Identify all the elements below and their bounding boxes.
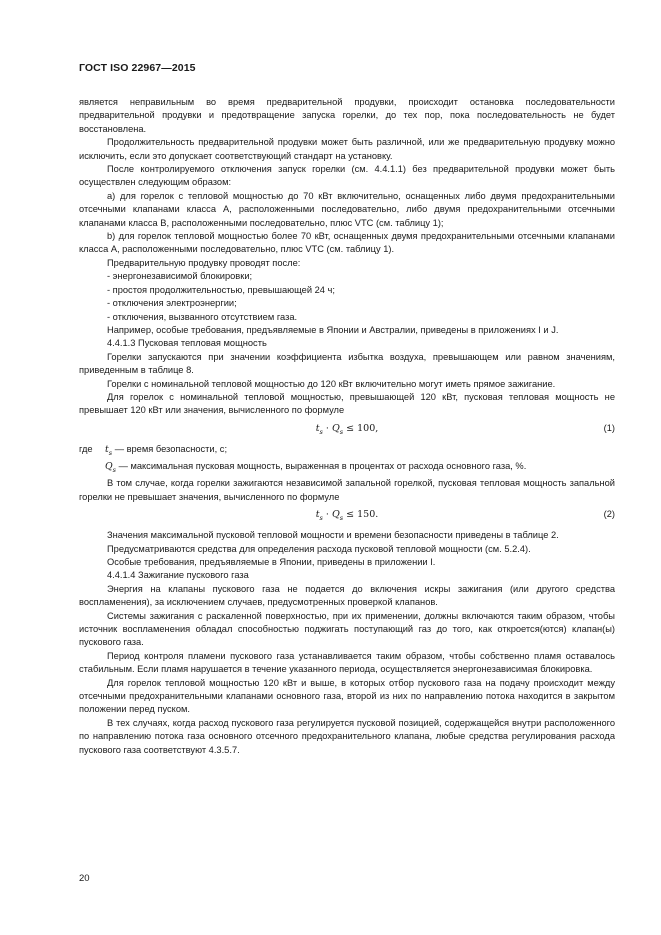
paragraph: является неправильным во время предварительной продувки, происходит остановка последовательности предварительной продувки и предотвращение запуска горелки, до тех пор, пока последовательность не будет восстановлена. [79,97,615,134]
section-heading: 4.4.1.3 Пусковая тепловая мощность [107,338,267,349]
page-header: ГОСТ ISO 22967—2015 [79,62,196,74]
symbol-qs: $Q_s$ [105,461,116,474]
paragraph: Например, особые требования, предъявляемые в Японии и Австралии, приведены в приложениях I и J. [107,324,559,335]
paragraph: Энергия на клапаны пускового газа не подается до включения искры зажигания (или другого средства воспламенения), за исключением случаев, предусмотренных проверкой клапанов. [79,583,615,608]
paragraph: Для горелок с номинальной тепловой мощностью, превышающей 120 кВт, пусковая тепловая мощность не превышает 120 кВт или значения, вычисленного по формуле [79,391,615,416]
formula-1-number: (1) [603,422,615,433]
where-qs: $Q_s$ — максимальная пусковая мощность, выраженная в процентах от расхода основного газа, %. [105,461,527,474]
list-item: - энергонезависимой блокировки; [107,271,253,282]
paragraph: Особые требования, предъявляемые в Японии, приведены в приложении I. [107,556,436,567]
paragraph: Период контроля пламени пускового газа устанавливается таким образом, чтобы собственно пламя оставалось стабильным. Если пламя нарушается в течение указанного периода, осуществляется энергонезависимая блокировка. [79,650,615,675]
paragraph: В тех случаях, когда расход пускового газа регулируется пусковой позицией, содержащейся внутри расположенного по направлению потока газа основного отсечного предохранительного клапана, любые средства регулирования расхода пускового газа соответствуют 4.3.5.7. [79,717,615,755]
paragraph: Системы зажигания с раскаленной поверхностью, при их применении, должны включаются таким образом, чтобы источник воспламенения обладал способностью поджигать поступающий газ до того, как откроется(ются) клапан(ы) пускового газа. [79,610,615,648]
list-item-b: b) для горелок тепловой мощностью более 70 кВт, оснащенных двумя предохранительными отсечными клапанами класса А, расположенными последовательно, плюс VTC (см. таблицу 1). [79,231,615,255]
paragraph: Для горелок тепловой мощностью 120 кВт и выше, в которых отбор пускового газа на подачу происходит между отсечными предохранительными клапанами основного газа, второй из них по направлению потока находится в закрытом положении перед пуском. [79,677,615,715]
paragraph: В том случае, когда горелки зажигаются независимой запальной горелкой, пусковая тепловая мощность запальной горелки не превышает значения, вычисленного по формуле [79,478,615,502]
list-item: - отключения, вызванного отсутствием газа. [107,311,298,322]
page-number: 20 [79,873,90,884]
paragraph: Предварительную продувку проводят после: [107,257,301,268]
paragraph: Продолжительность предварительной продувки может быть различной, или же предварительную продувку можно исключить, если это допускает соответствующий стандарт на установку. [79,137,615,161]
formula-2-expression: $t_s \cdot Q_s \le 150$. [315,509,379,522]
formula-2 [79,508,615,522]
document-body [79,96,615,757]
paragraph: Значения максимальной пусковой тепловой мощности и времени безопасности приведены в таблице 2. [107,530,559,541]
list-item: - простоя продолжительностью, превышающей 24 ч; [107,284,335,295]
paragraph: Горелки запускаются при значении коэффициента избытка воздуха, превышающем или равном значениям, приведенным в таблице 8. [79,351,615,376]
list-item-a: a) для горелок с тепловой мощностью до 70 кВт включительно, оснащенных либо двумя предохранительными отсечными клапанами класса А, расположенными последовательно, либо двумя предохранительными отсечными клапанами класса В, расположенными последовательно, плюс VTC (см. таблицу 1); [79,190,615,228]
section-heading: 4.4.1.4 Зажигание пускового газа [107,570,249,581]
list-item: - отключения электроэнергии; [107,298,237,309]
where-ts: где $t_s$ — время безопасности, с; [79,443,228,457]
formula-2-number: (2) [603,509,615,520]
paragraph: После контролируемого отключения запуск горелки (см. 4.4.1.1) без предварительной продувки может быть осуществлен следующим образом: [79,164,615,188]
paragraph: Предусматриваются средства для определения расхода пусковой тепловой мощности (см. 5.2.4). [107,543,531,554]
paragraph: Горелки с номинальной тепловой мощностью до 120 кВт включительно могут иметь прямое зажигание. [107,378,556,389]
symbol-ts: $t_s$ [105,443,113,457]
formula-1 [79,422,615,436]
formula-1-expression: $t_s \cdot Q_s \le 100$, [315,422,379,436]
